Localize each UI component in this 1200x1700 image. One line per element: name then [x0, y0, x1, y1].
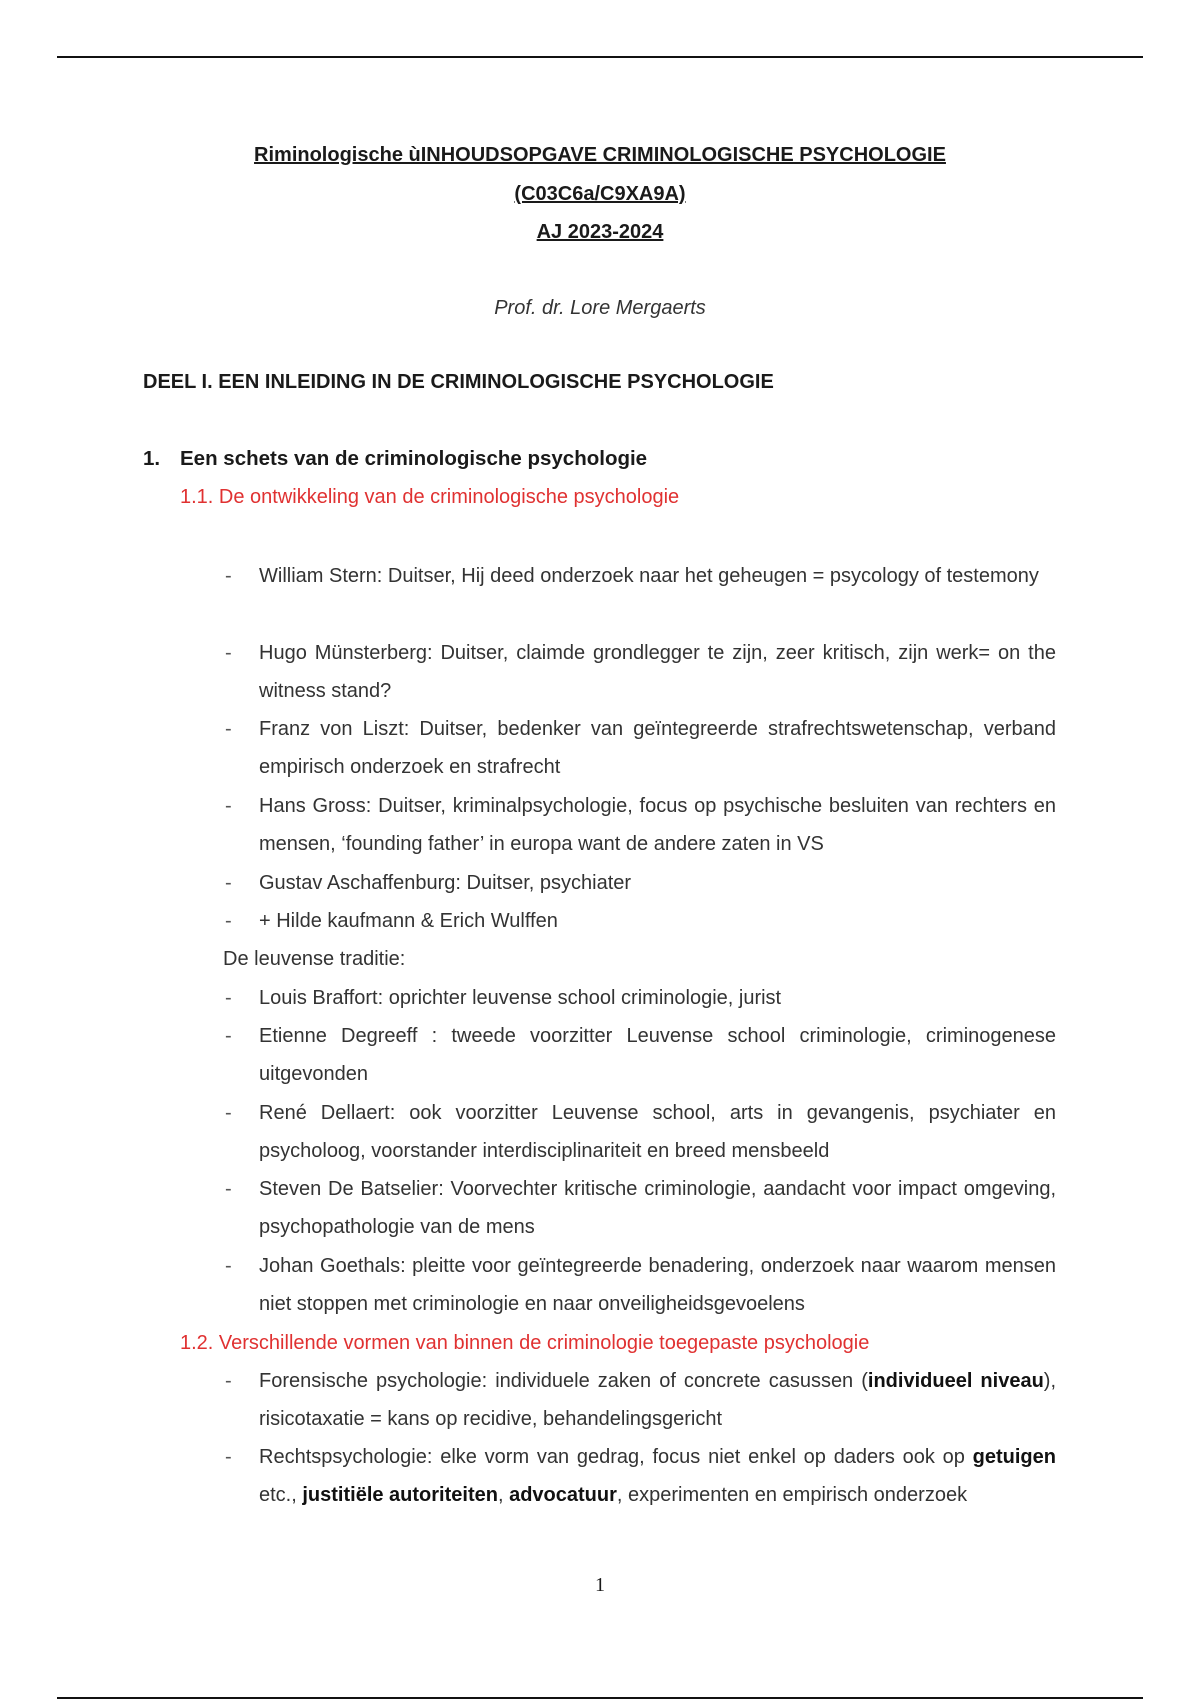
list-bullet: - [225, 872, 232, 894]
list-item-text: Gustav Aschaffenburg: Duitser, psychiater [259, 872, 632, 894]
list-item [225, 1170, 1056, 1246]
emphasis: getuigen [972, 1446, 1056, 1468]
list-item [225, 1247, 1056, 1323]
document-title: Riminologische ùINHOUDSOPGAVE CRIMINOLOGISCHE PSYCHOLOGIE [254, 144, 946, 166]
list-item [225, 634, 1056, 710]
list-bullet: - [225, 795, 232, 817]
subsection-heading-1-2: 1.2. Verschillende vormen van binnen de criminologie toegepaste psychologie [180, 1332, 870, 1354]
list-item [225, 902, 1056, 940]
bottom-rule [57, 1697, 1143, 1699]
list-bullet: - [225, 1370, 232, 1392]
list-item [225, 1094, 1056, 1170]
list-item-text: Hugo Münsterberg: Duitser, claimde grondlegger te zijn, zeer kritisch, zijn werk= on the witness stand? [259, 642, 1056, 702]
list-bullet: - [225, 1446, 232, 1468]
list-item [225, 710, 1056, 786]
list-bullet: - [225, 718, 232, 740]
emphasis: justitiële autoriteiten [302, 1484, 498, 1506]
emphasis: individueel niveau [867, 1370, 1044, 1392]
list-item-text: Steven De Batselier: Voorvechter kritische criminologie, aandacht voor impact omgeving, psychopathologie van de mens [259, 1178, 1056, 1238]
page-number: 1 [595, 1574, 605, 1596]
author: Prof. dr. Lore Mergaerts [494, 297, 706, 319]
list-item-text: Johan Goethals: pleitte voor geïntegreerde benadering, onderzoek naar waarom mensen niet stoppen met criminologie en naar onveiligheidsgevoelens [259, 1255, 1056, 1315]
list-item-text: + Hilde kaufmann & Erich Wulffen [259, 910, 558, 932]
list-item [225, 864, 1056, 902]
course-code: (C03C6a/C9XA9A) [514, 183, 686, 205]
list-item-text: Hans Gross: Duitser, kriminalpsychologie, focus op psychische besluiten van rechters en mensen, ‘founding father’ in europa want de andere zaten in VS [259, 795, 1056, 855]
list-bullet: - [225, 987, 232, 1009]
list-item-text: , experimenten en empirisch onderzoek [616, 1484, 968, 1506]
list-item [225, 1017, 1056, 1093]
list-item [225, 557, 1056, 595]
section-number: 1. [143, 447, 161, 470]
list-item-text: Louis Braffort: oprichter leuvense school criminologie, jurist [259, 987, 782, 1009]
list-item-text: Rechtspsychologie: elke vorm van gedrag, focus niet enkel op daders ook op [259, 1446, 973, 1468]
emphasis: advocatuur [509, 1484, 617, 1506]
subsection-heading-1-1: 1.1. De ontwikkeling van de criminologische psychologie [180, 486, 680, 508]
section-heading [143, 447, 647, 471]
list-bullet: - [225, 1025, 232, 1047]
list-item-text: etc., [259, 1484, 303, 1506]
top-rule [57, 56, 1143, 58]
part-heading: DEEL I. EEN INLEIDING IN DE CRIMINOLOGISCHE PSYCHOLOGIE [143, 371, 774, 393]
section-title: Een schets van de criminologische psychologie [180, 447, 648, 470]
list-item-text: Forensische psychologie: individuele zaken of concrete casussen ( [259, 1370, 868, 1392]
list-bullet: - [225, 1255, 232, 1277]
list-item [225, 1438, 1056, 1514]
list-item [225, 979, 1056, 1017]
academic-year: AJ 2023-2024 [536, 221, 664, 243]
list-item-text: ), risicotaxatie = kans op recidive, behandelingsgericht [259, 1370, 1056, 1430]
leuvense-heading: De leuvense traditie: [223, 948, 406, 970]
list-item-text: René Dellaert: ook voorzitter Leuvense school, arts in gevangenis, psychiater en psycholoog, voorstander interdisciplinariteit en breed mensbeeld [259, 1102, 1056, 1162]
list-item [225, 1362, 1056, 1438]
list-bullet: - [225, 642, 232, 664]
list-item-text: Franz von Liszt: Duitser, bedenker van geïntegreerde strafrechtswetenschap, verband empirisch onderzoek en strafrecht [259, 718, 1056, 778]
list-item-text: William Stern: Duitser, Hij deed onderzoek naar het geheugen = psycology of testemony [259, 565, 1039, 587]
list-item-text: , [497, 1484, 510, 1506]
list-bullet: - [225, 910, 232, 932]
list-bullet: - [225, 1102, 232, 1124]
list-item-text: Etienne Degreeff : tweede voorzitter Leuvense school criminologie, criminogenese uitgevonden [259, 1025, 1056, 1085]
list-bullet: - [225, 565, 232, 587]
list-item [225, 787, 1056, 863]
list-bullet: - [225, 1178, 232, 1200]
